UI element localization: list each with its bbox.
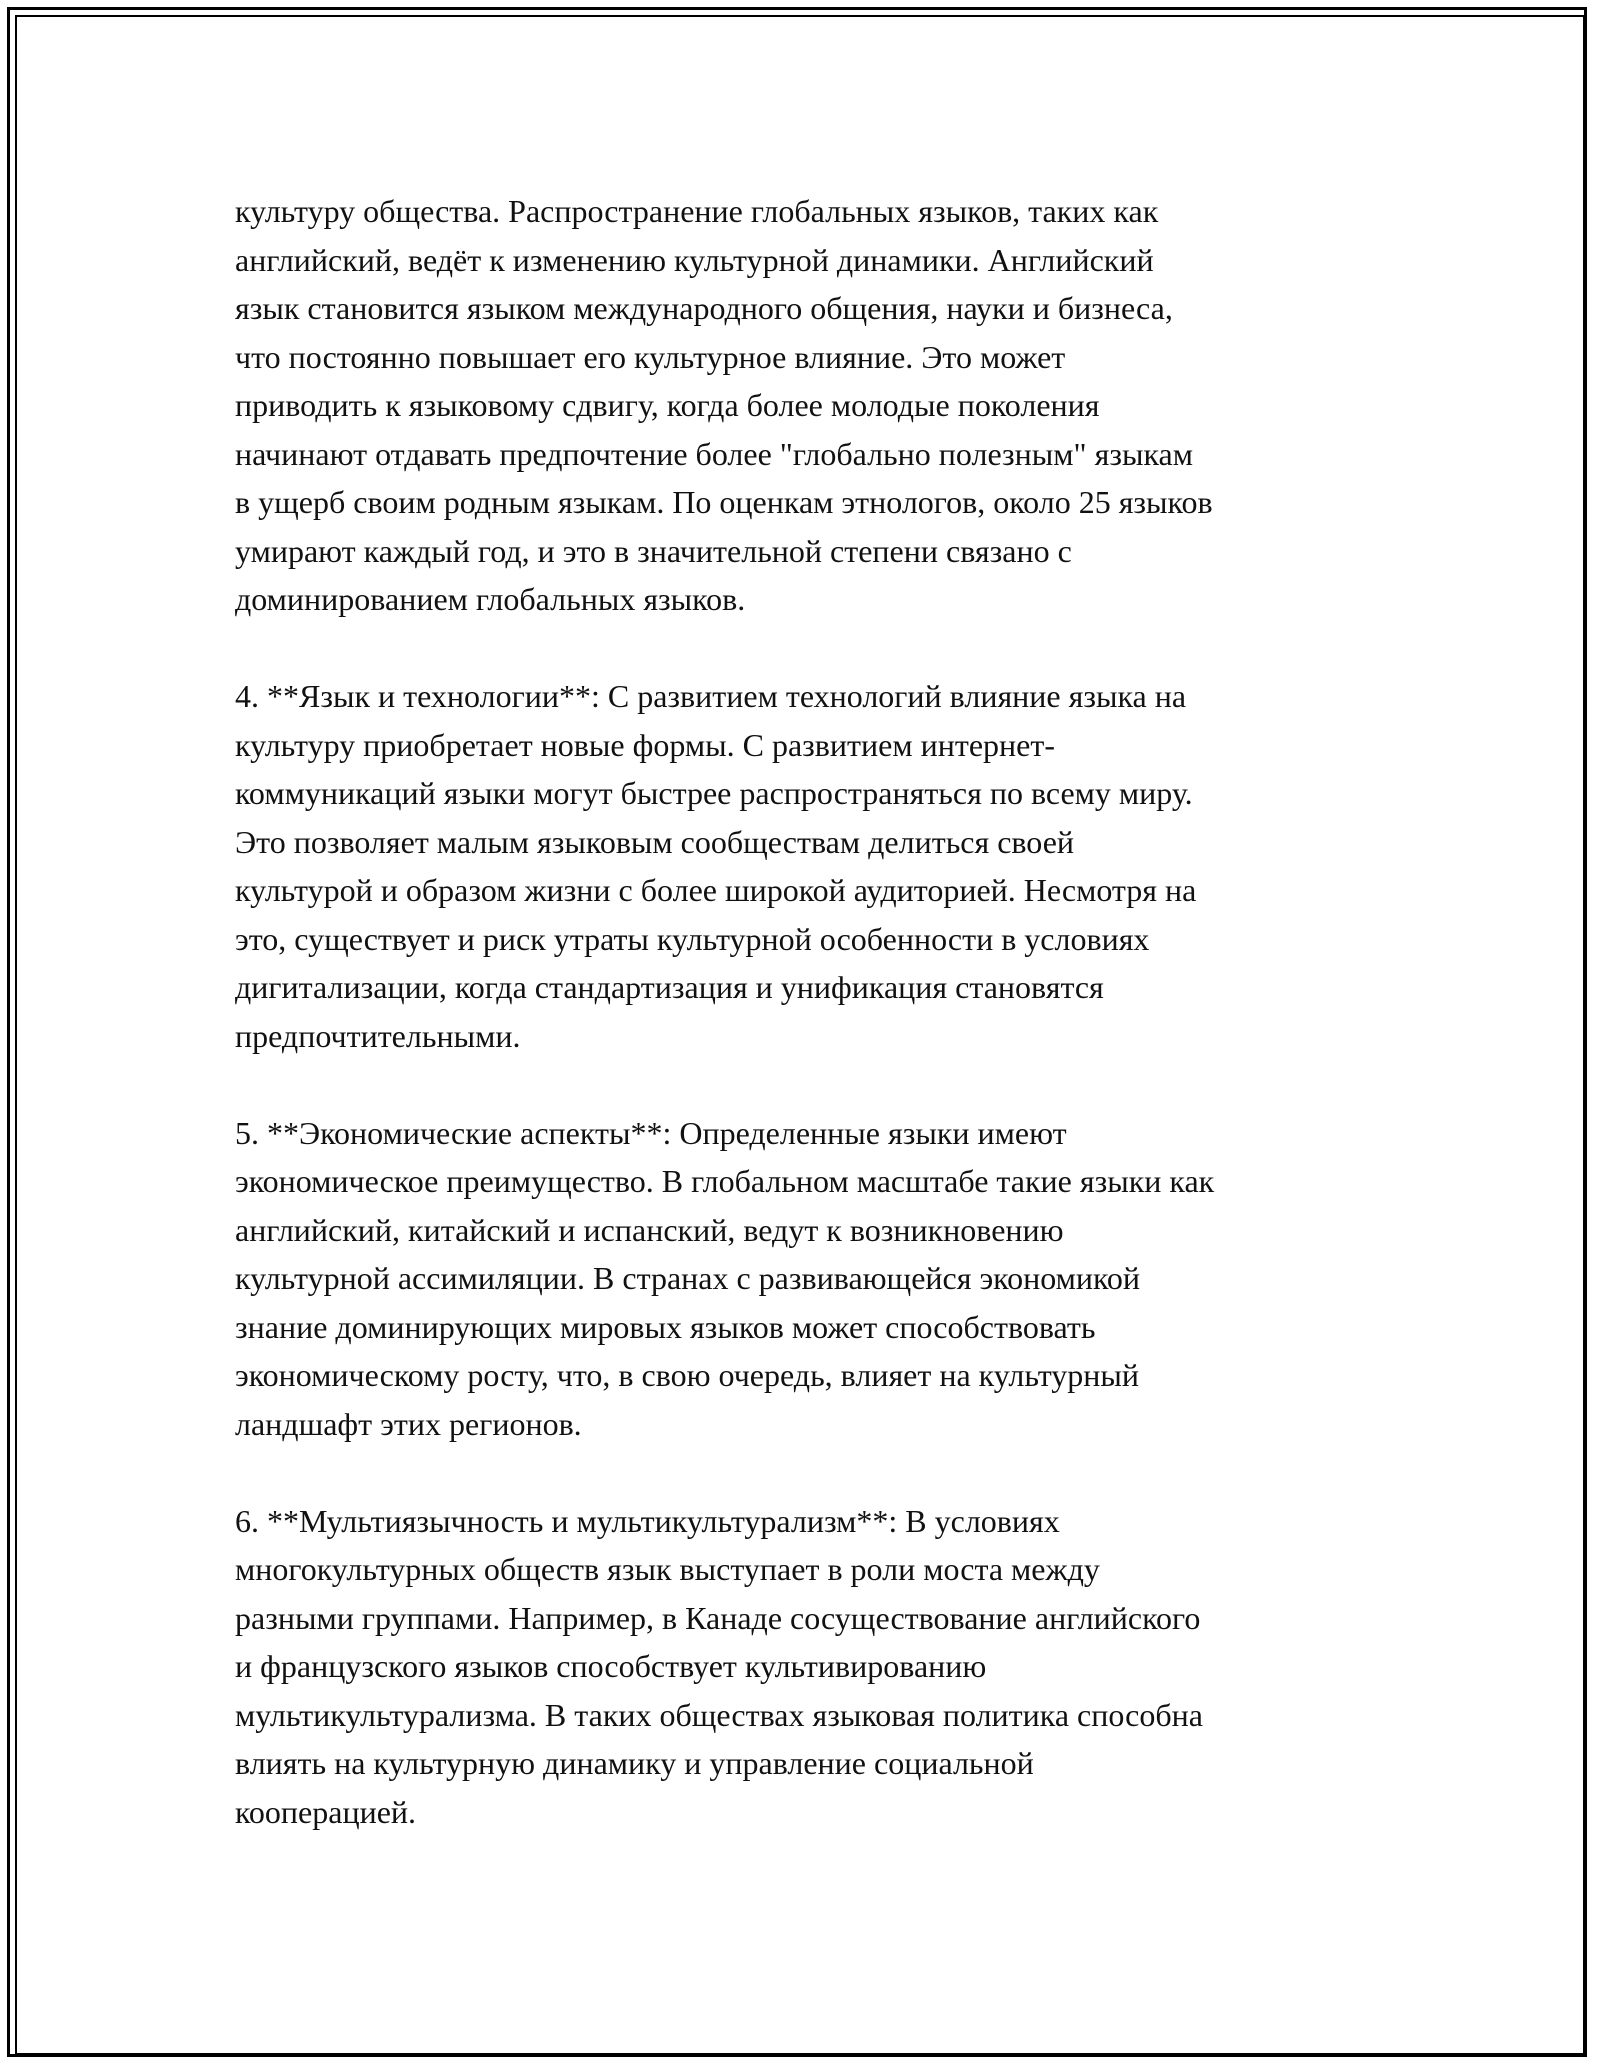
paragraph-economic-aspects: 5. **Экономические аспекты**: Определенные языки имеют экономическое преимущество. В глобальном масштабе такие языки как английский, китайский и испанский, ведут к возникновению культурной ассимиляции. В странах с развивающейся экономикой знание доминирующих мировых языков может способствовать экономическому росту, что, в свою очередь, влияет на культурный ландшафт этих регионов.: [235, 1114, 1215, 1442]
paragraph-global-languages: культуру общества. Распространение глобальных языков, таких как английский, ведёт к изменению культурной динамики. Английский язык становится языком международного общения, науки и бизнеса, что постоянно повышает его культурное влияние. Это может приводить к языковому сдвигу, когда более молодые поколения начинают отдавать предпочтение более "глобально полезным" языкам в ущерб своим родным языкам. По оценкам этнологов, около 25 языков умирают каждый год, и это в значительной степени связано с доминированием глобальных языков.: [235, 193, 1213, 617]
paragraph-language-technology: 4. **Язык и технологии**: С развитием технологий влияние языка на культуру приобретает новые формы. С развитием интернет- коммуникаций языки могут быстрее распространяться по всему миру. Это позволяет малым языковым сообществам делиться своей культурой и образом жизни с более широкой аудиторией. Несмотря на это, существует и риск утраты культурной особенности в условиях дигитализации, когда стандартизация и унификация становятся предпочтительными.: [235, 678, 1197, 1054]
paragraph-multilingualism: 6. **Мультиязычность и мультикультурализм**: В условиях многокультурных обществ язык выступает в роли моста между разными группами. Например, в Канаде сосуществование английского и французского языков способствует культивированию мультикультурализма. В таких обществах языковая политика способна влиять на культурную динамику и управление социальной кооперацией.: [235, 1502, 1203, 1830]
document-body: [235, 187, 1375, 1885]
